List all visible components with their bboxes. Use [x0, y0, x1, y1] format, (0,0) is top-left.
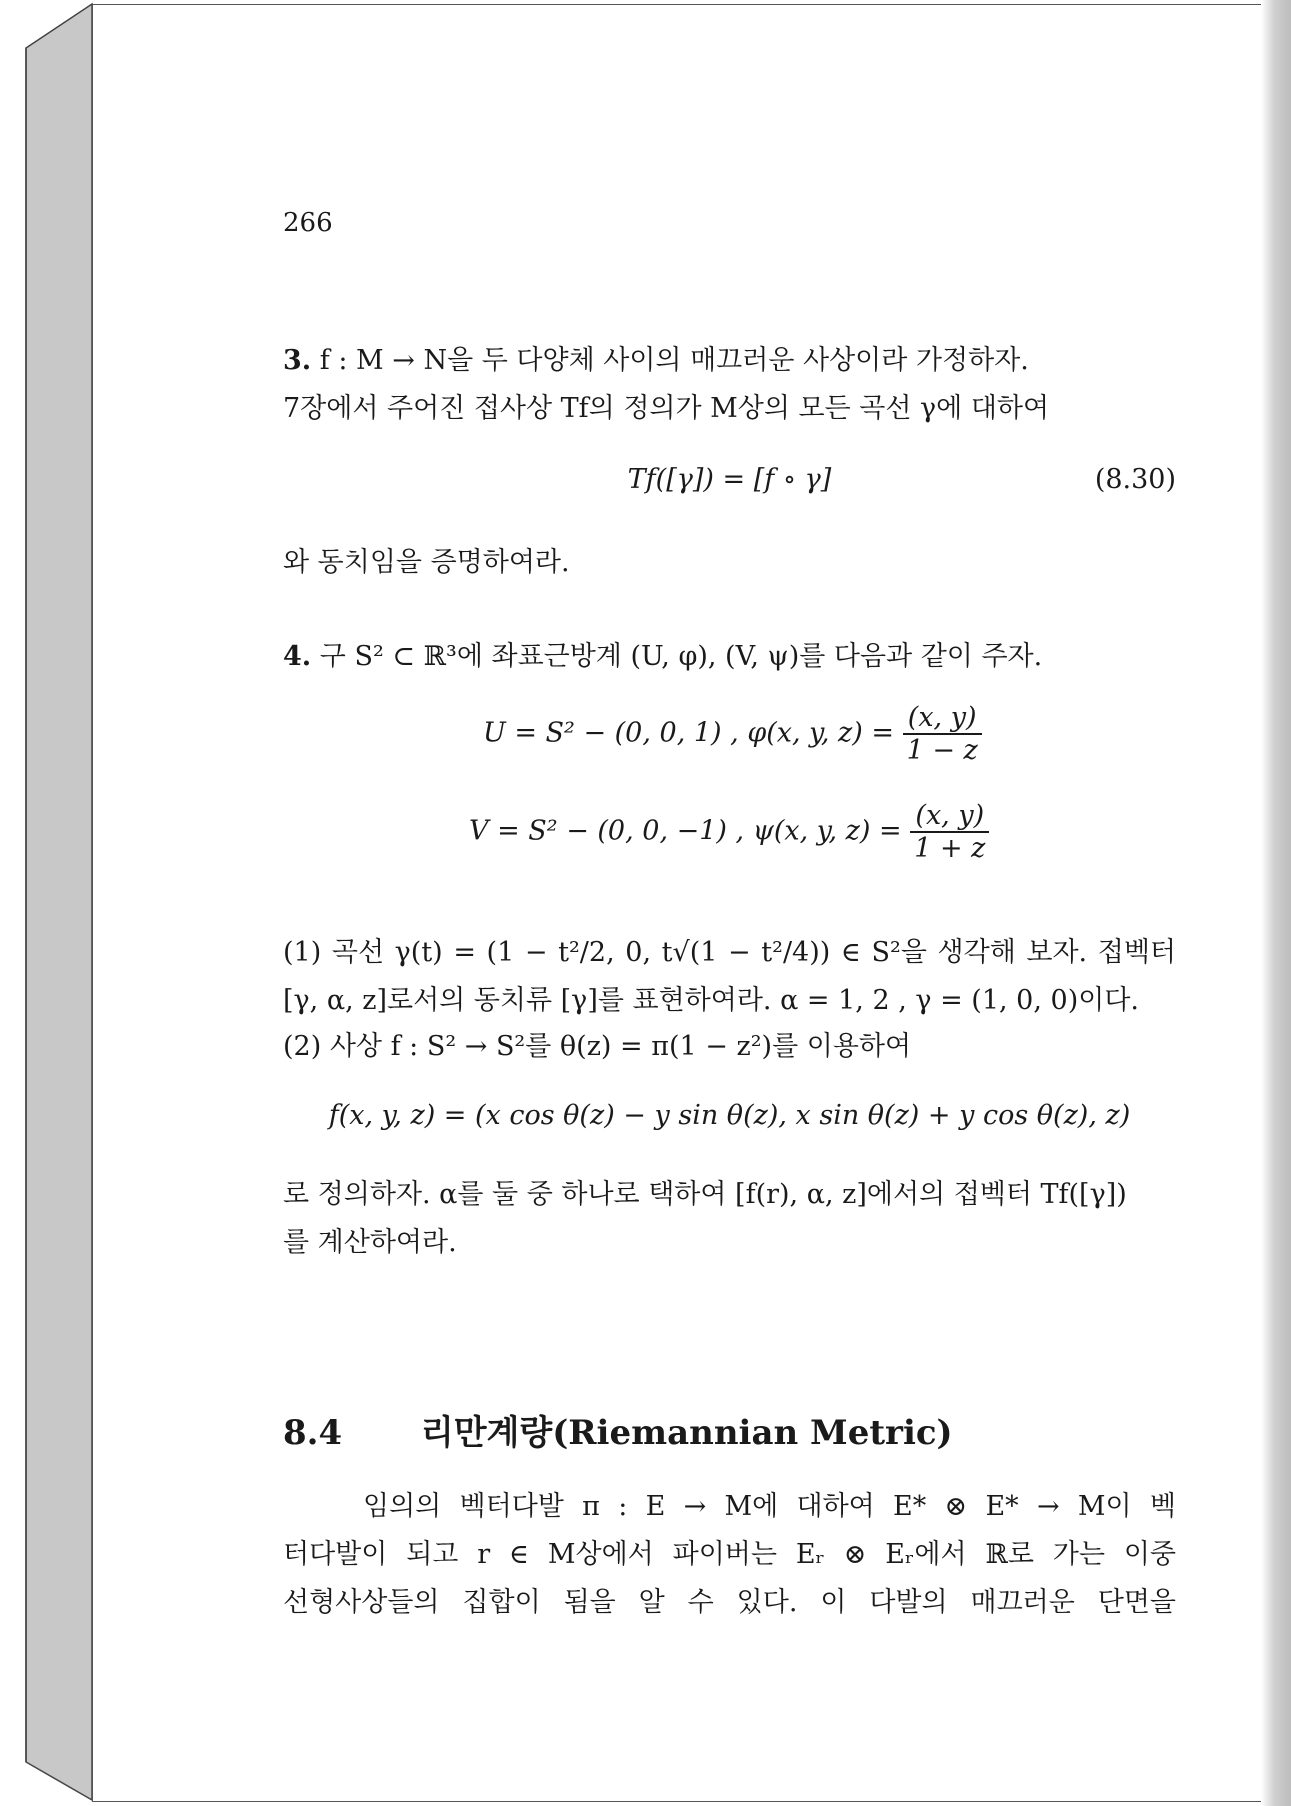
problem-4-line-1 — [283, 634, 1176, 680]
equation-V-denominator: 1 + z — [914, 833, 986, 864]
body-line-3: 선형사상들의 집합이 됨을 알 수 있다. 이 다발의 매끄러운 단면을 — [283, 1587, 1176, 1618]
equation-f-body: f(x, y, z) = (x cos θ(z) − y sin θ(z), x sin θ(z) + y cos θ(z), z) — [328, 1100, 1131, 1131]
equation-U-denominator: 1 − z — [906, 735, 978, 766]
problem-3-text-1: f : M → N을 두 다양체 사이의 매끄러운 사상이라 가정하자. — [319, 345, 1029, 376]
problem-4-part-2-line-3: 를 계산하여라. — [283, 1227, 457, 1258]
equation-8-30 — [283, 464, 1176, 495]
problem-4-text-1: 구 S² ⊂ ℝ³에 좌표근방계 (U, φ), (V, ψ)를 다음과 같이 주자. — [319, 641, 1043, 672]
equation-V-numerator: (x, y) — [910, 800, 989, 833]
equation-V-fraction — [910, 800, 989, 864]
equation-8-30-body: Tf([γ]) = [f ∘ γ] — [627, 464, 832, 495]
book-edge — [0, 0, 100, 1806]
equation-V — [469, 800, 1129, 864]
section-title: 리만계량(Riemannian Metric) — [420, 1413, 953, 1453]
equation-U-left: U = S² − (0, 0, 1) , φ(x, y, z) = — [483, 717, 894, 749]
equation-U — [483, 702, 1123, 766]
problem-4-part-1-line-1: (1) 곡선 γ(t) = (1 − t²/2, 0, t√(1 − t²/4)) ∈ S²을 생각해 보자. 접벡터 — [283, 937, 1176, 968]
equation-U-fraction — [903, 702, 982, 766]
body-line-1: 임의의 벡터다발 π : E → M에 대하여 E* ⊗ E* → M이 벡 — [363, 1491, 1176, 1522]
problem-3-line-3: 와 동치임을 증명하여라. — [283, 547, 570, 578]
problem-3-line-1 — [283, 338, 1176, 384]
equation-f-definition — [283, 1100, 1176, 1131]
problem-4-part-2-line-1: (2) 사상 f : S² → S²를 θ(z) = π(1 − z²)를 이용하여 — [283, 1031, 912, 1062]
equation-number: (8.30) — [1094, 464, 1176, 495]
problem-3-line-2: 7장에서 주어진 접사상 Tf의 정의가 M상의 모든 곡선 γ에 대하여 — [283, 393, 1050, 424]
section-heading — [283, 1405, 953, 1454]
problem-4-part-2-line-2: 로 정의하자. α를 둘 중 하나로 택하여 [f(r), α, z]에서의 접벡터 Tf([γ]) — [283, 1179, 1127, 1210]
body-line-2: 터다발이 되고 r ∈ M상에서 파이버는 Eᵣ ⊗ Eᵣ에서 ℝ로 가는 이중 — [283, 1539, 1176, 1570]
page-number: 266 — [283, 208, 333, 238]
problem-4-number: 4. — [283, 641, 312, 672]
equation-U-numerator: (x, y) — [903, 702, 982, 735]
equation-V-left: V = S² − (0, 0, −1) , ψ(x, y, z) = — [469, 815, 902, 847]
problem-4-part-1-line-2: [γ, α, z]로서의 동치류 [γ]를 표현하여라. α = 1, 2 , γ = (1, 0, 0)이다. — [283, 985, 1139, 1016]
problem-3-number: 3. — [283, 345, 312, 376]
page-right-shadow — [1261, 0, 1291, 1806]
section-number: 8.4 — [283, 1413, 343, 1453]
